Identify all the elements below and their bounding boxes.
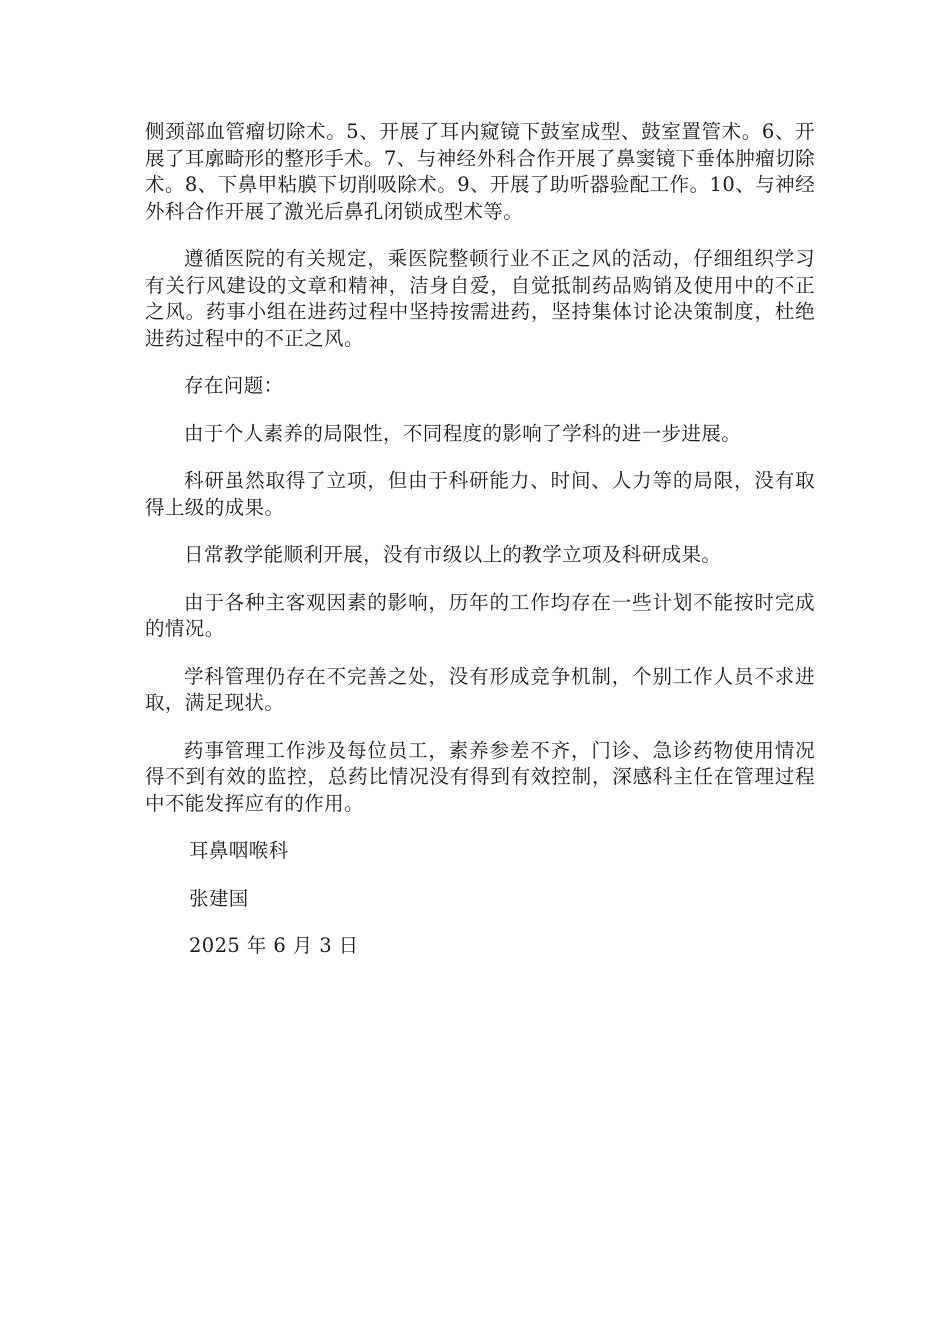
paragraph-issue-2: 科研虽然取得了立项，但由于科研能力、时间、人力等的局限，没有取得上级的成果。 bbox=[145, 469, 815, 519]
signature-department: 耳鼻咽喉科 bbox=[189, 839, 289, 862]
paragraph-issue-6: 药事管理工作涉及每位员工，素养参差不齐，门诊、急诊药物使用情况得不到有效的监控，总药比情况没有得到有效控制，深感科主任在管理过程中不能发挥应有的作用。 bbox=[145, 738, 815, 815]
signature-name: 张建国 bbox=[189, 886, 249, 910]
paragraph-conduct: 遵循医院的有关规定，乘医院整顿行业不正之风的活动，仔细组织学习有关行风建设的文章和精神，洁身自爱，自觉抵制药品购销及使用中的不正之风。药事小组在进药过程中坚持按需进药，坚持集体讨论决策制度，杜绝进药过程中的不正之风。 bbox=[145, 247, 815, 350]
paragraph-issue-1: 由于个人素养的局限性，不同程度的影响了学科的进一步进展。 bbox=[184, 421, 742, 445]
signature-date: 2025 年 6 月 3 日 bbox=[189, 934, 359, 957]
document-body bbox=[145, 119, 815, 981]
paragraph-issue-3: 日常教学能顺利开展，没有市级以上的教学立项及科研成果。 bbox=[184, 543, 722, 566]
paragraph-issues-heading: 存在问题： bbox=[184, 374, 284, 397]
paragraph-issue-5: 学科管理仍存在不完善之处，没有形成竞争机制，个别工作人员不求进取，满足现状。 bbox=[145, 664, 815, 714]
paragraph-issue-4: 由于各种主客观因素的影响，历年的工作均存在一些计划不能按时完成的情况。 bbox=[145, 590, 815, 640]
paragraph-surgery-list: 侧颈部血管瘤切除术。5、开展了耳内窥镜下鼓室成型、鼓室置管术。6、开展了耳廓畸形的整形手术。7、与神经外科合作开展了鼻窦镜下垂体肿瘤切除术。8、下鼻甲粘膜下切削吸除术。9、开展了助听器验配工作。10、与神经外科合作开展了激光后鼻孔闭锁成型术等。 bbox=[145, 120, 815, 223]
